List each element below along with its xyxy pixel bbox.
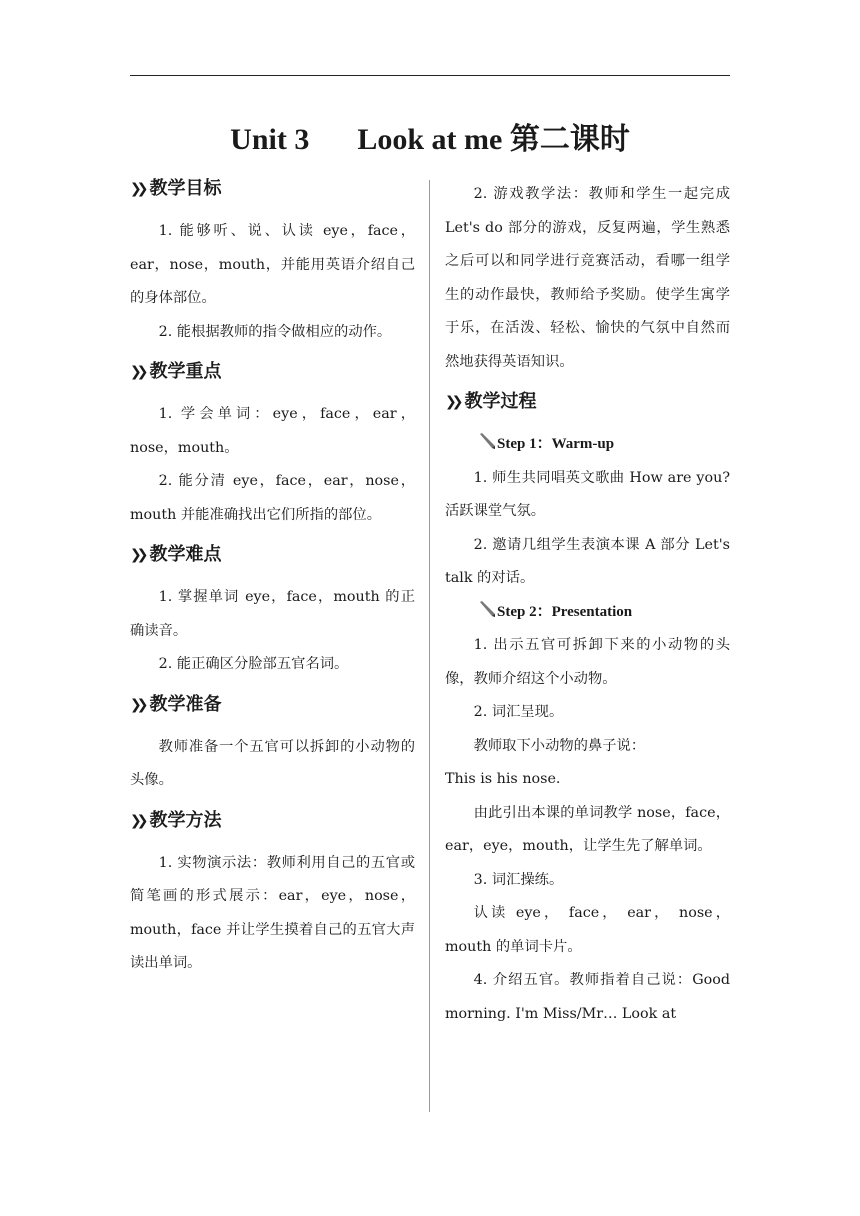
step-2-item-3: 3. 词汇操练。 (473, 871, 564, 888)
section-heading-key-points: ❯❯ 教学重点 (130, 361, 222, 382)
method-item-2: 2. 游戏教学法：教师和学生一起完成 Let's do 部分的游戏，反复两遍，学生熟悉之后可以和同学进行竞赛活动，看哪一组学生的动作最快，教师给予奖励。使学生寓学于乐，在活泼、轻松、愉快的气氛中自然而然地获得英语知识。 (445, 186, 730, 370)
step-1-item-1: 1. 师生共同唱英文歌曲 How are you?活跃课堂气氛。 (445, 469, 730, 519)
left-column (130, 178, 415, 981)
difficulty-item-1: 1. 掌握单词 eye，face，mouth 的正确读音。 (130, 589, 415, 639)
objective-item-1: 1. 能够听、说、认读 eye，face，ear，nose，mouth，并能用英语介绍自己的身体部位。 (130, 223, 415, 306)
double-chevron-icon: ❯❯ (130, 364, 144, 380)
preparation-text: 教师准备一个五官可以拆卸的小动物的头像。 (130, 738, 415, 788)
double-chevron-icon: ❯❯ (130, 812, 144, 829)
section-heading-objectives: ❯❯ 教学目标 (130, 178, 222, 199)
step-2-title: Step 2：Presentation (445, 596, 730, 630)
step-2-item-4: 4. 介绍五官。教师指着自己说：Good morning. I'm Miss/Mr… Look at (445, 972, 730, 1022)
pencil-icon (479, 600, 497, 618)
step-1-title: Step 1：Warm-up (445, 428, 730, 462)
key-point-item-1: 1. 学会单词：eye，face，ear，nose，mouth。 (130, 406, 415, 456)
double-chevron-icon: ❯❯ (130, 696, 144, 713)
example-sentence: This is his nose. (445, 771, 561, 787)
step-2-item-1: 1. 出示五官可拆卸下来的小动物的头像，教师介绍这个小动物。 (445, 637, 730, 687)
section-heading-process: ❯❯ 教学过程 (445, 391, 537, 412)
section-heading-difficulties: ❯❯ 教学难点 (130, 544, 222, 565)
title-lesson: Look at me 第二课时 (357, 123, 630, 156)
step-2-item-2: 2. 词汇呈现。 (473, 704, 564, 720)
double-chevron-icon: ❯❯ (445, 394, 459, 410)
header-rule (130, 75, 730, 76)
difficulty-item-2: 2. 能正确区分脸部五官名词。 (158, 656, 349, 672)
teacher-instruction: 教师取下小动物的鼻子说： (473, 737, 646, 754)
section-heading-preparation: ❯❯ 教学准备 (130, 693, 222, 715)
step-1-item-2: 2. 邀请几组学生表演本课 A 部分 Let's talk 的对话。 (445, 536, 730, 586)
section-heading-methods: ❯❯ 教学方法 (130, 809, 222, 831)
key-point-item-2: 2. 能分清 eye，face，ear，nose，mouth 并能准确找出它们所指的部位。 (130, 473, 415, 523)
lead-in-text: 由此引出本课的单词教学 nose，face，ear，eye，mouth，让学生先了解单词。 (445, 804, 730, 854)
objective-item-2: 2. 能根据教师的指令做相应的动作。 (158, 323, 392, 340)
right-column (445, 178, 730, 1031)
double-chevron-icon: ❯❯ (130, 181, 144, 197)
column-divider (429, 180, 430, 1112)
page-title (0, 118, 860, 162)
pencil-icon (479, 432, 497, 450)
double-chevron-icon: ❯❯ (130, 547, 144, 563)
method-item-1: 1. 实物演示法：教师利用自己的五官或简笔画的形式展示：ear，eye，nose，mouth，face 并让学生摸着自己的五官大声读出单词。 (130, 854, 415, 971)
title-unit: Unit 3 (230, 123, 310, 156)
word-cards-text: 认读 eye， face， ear， nose，mouth 的单词卡片。 (445, 905, 730, 955)
